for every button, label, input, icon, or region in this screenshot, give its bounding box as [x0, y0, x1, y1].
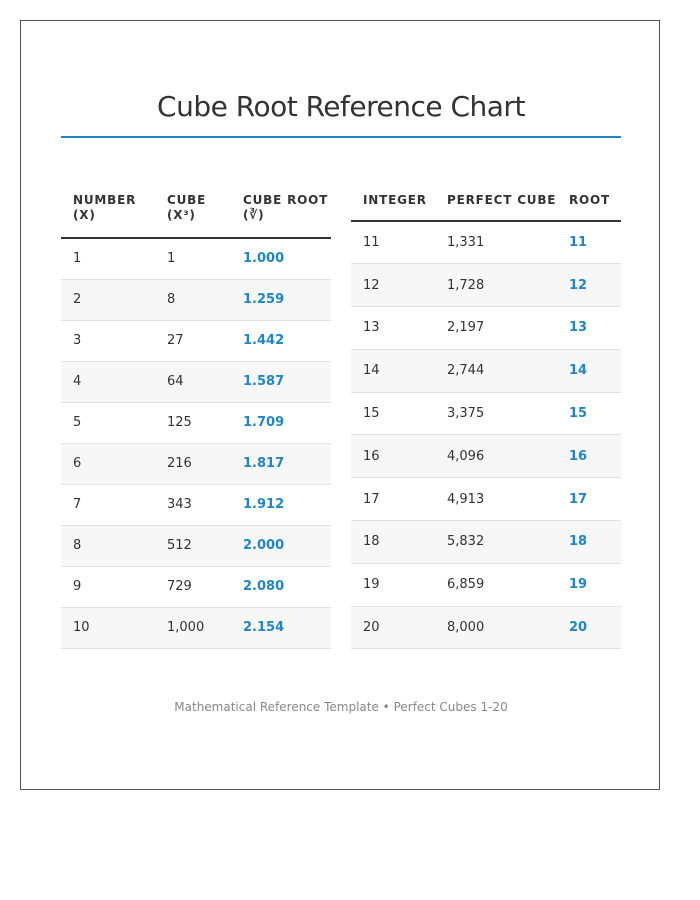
cell-number: 9	[61, 566, 155, 607]
cell-cube-root: 2.000	[231, 525, 331, 566]
table-row	[61, 525, 331, 566]
page-title: Cube Root Reference Chart	[157, 90, 525, 123]
cell-cube: 8	[155, 279, 231, 320]
cell-root: 20	[557, 606, 621, 649]
table-row	[61, 320, 331, 361]
header-number-line1: NUMBER	[73, 193, 137, 207]
table-row	[61, 238, 331, 279]
cell-perfect-cube: 2,197	[435, 307, 557, 350]
cell-cube-root: 1.709	[231, 402, 331, 443]
table-row	[351, 606, 621, 649]
cell-cube: 1,000	[155, 607, 231, 648]
header-cube-line1: CUBE	[167, 193, 207, 207]
header-number	[61, 183, 155, 238]
document-page	[20, 20, 660, 790]
header-cube-root-line1: CUBE ROOT	[243, 193, 329, 207]
header-cube-line2: (X³)	[167, 208, 196, 222]
table-row	[61, 279, 331, 320]
cell-cube-root: 2.080	[231, 566, 331, 607]
table-row	[61, 607, 331, 648]
table-row	[351, 264, 621, 307]
cell-number: 7	[61, 484, 155, 525]
header-integer: INTEGER	[351, 183, 435, 221]
cell-number: 1	[61, 238, 155, 279]
table-row	[351, 392, 621, 435]
cell-perfect-cube: 4,096	[435, 435, 557, 478]
cell-cube: 343	[155, 484, 231, 525]
cell-cube: 216	[155, 443, 231, 484]
cell-cube-root: 1.912	[231, 484, 331, 525]
right-table-body	[351, 221, 621, 649]
cell-cube-root: 1.817	[231, 443, 331, 484]
cell-integer: 20	[351, 606, 435, 649]
cell-perfect-cube: 5,832	[435, 521, 557, 564]
page-footer: Mathematical Reference Template • Perfect Cubes 1-20	[174, 700, 508, 714]
cell-integer: 19	[351, 563, 435, 606]
cell-root: 11	[557, 221, 621, 264]
cell-root: 18	[557, 521, 621, 564]
cell-number: 5	[61, 402, 155, 443]
table-row	[61, 484, 331, 525]
cell-root: 12	[557, 264, 621, 307]
cell-integer: 14	[351, 349, 435, 392]
cube-root-table-1-10	[61, 183, 331, 649]
cell-integer: 16	[351, 435, 435, 478]
header-cube	[155, 183, 231, 238]
cell-number: 10	[61, 607, 155, 648]
table-row	[351, 349, 621, 392]
cell-number: 3	[61, 320, 155, 361]
header-perfect-cube: PERFECT CUBE	[435, 183, 557, 221]
table-row	[351, 435, 621, 478]
cell-root: 13	[557, 307, 621, 350]
table-row	[351, 478, 621, 521]
cell-perfect-cube: 4,913	[435, 478, 557, 521]
header-cube-root-line2: (∛)	[243, 208, 265, 222]
cell-root: 19	[557, 563, 621, 606]
table-header-row	[61, 183, 331, 238]
cell-integer: 13	[351, 307, 435, 350]
cell-perfect-cube: 2,744	[435, 349, 557, 392]
cell-root: 16	[557, 435, 621, 478]
cell-cube: 27	[155, 320, 231, 361]
cell-root: 17	[557, 478, 621, 521]
table-row	[351, 307, 621, 350]
cell-perfect-cube: 3,375	[435, 392, 557, 435]
table-row	[61, 361, 331, 402]
table-row	[351, 521, 621, 564]
cell-root: 15	[557, 392, 621, 435]
table-row	[61, 566, 331, 607]
left-table-body	[61, 238, 331, 648]
title-divider	[61, 136, 621, 138]
cell-perfect-cube: 1,331	[435, 221, 557, 264]
cell-cube: 125	[155, 402, 231, 443]
cell-number: 8	[61, 525, 155, 566]
header-cube-root	[231, 183, 331, 238]
cell-cube-root: 2.154	[231, 607, 331, 648]
cell-integer: 15	[351, 392, 435, 435]
cell-cube-root: 1.442	[231, 320, 331, 361]
cell-cube: 729	[155, 566, 231, 607]
cell-number: 2	[61, 279, 155, 320]
cell-perfect-cube: 1,728	[435, 264, 557, 307]
cell-integer: 17	[351, 478, 435, 521]
cell-number: 6	[61, 443, 155, 484]
cell-perfect-cube: 8,000	[435, 606, 557, 649]
table-header-row	[351, 183, 621, 221]
cell-cube-root: 1.587	[231, 361, 331, 402]
table-row	[351, 563, 621, 606]
cell-cube-root: 1.000	[231, 238, 331, 279]
table-row	[61, 402, 331, 443]
cell-integer: 11	[351, 221, 435, 264]
header-number-line2: (X)	[73, 208, 96, 222]
cell-number: 4	[61, 361, 155, 402]
cell-integer: 12	[351, 264, 435, 307]
table-row	[351, 221, 621, 264]
cell-perfect-cube: 6,859	[435, 563, 557, 606]
cell-cube-root: 1.259	[231, 279, 331, 320]
table-row	[61, 443, 331, 484]
header-root: ROOT	[557, 183, 621, 221]
perfect-cube-table-11-20	[351, 183, 621, 649]
cell-cube: 1	[155, 238, 231, 279]
cell-cube: 64	[155, 361, 231, 402]
cell-root: 14	[557, 349, 621, 392]
cell-integer: 18	[351, 521, 435, 564]
cell-cube: 512	[155, 525, 231, 566]
